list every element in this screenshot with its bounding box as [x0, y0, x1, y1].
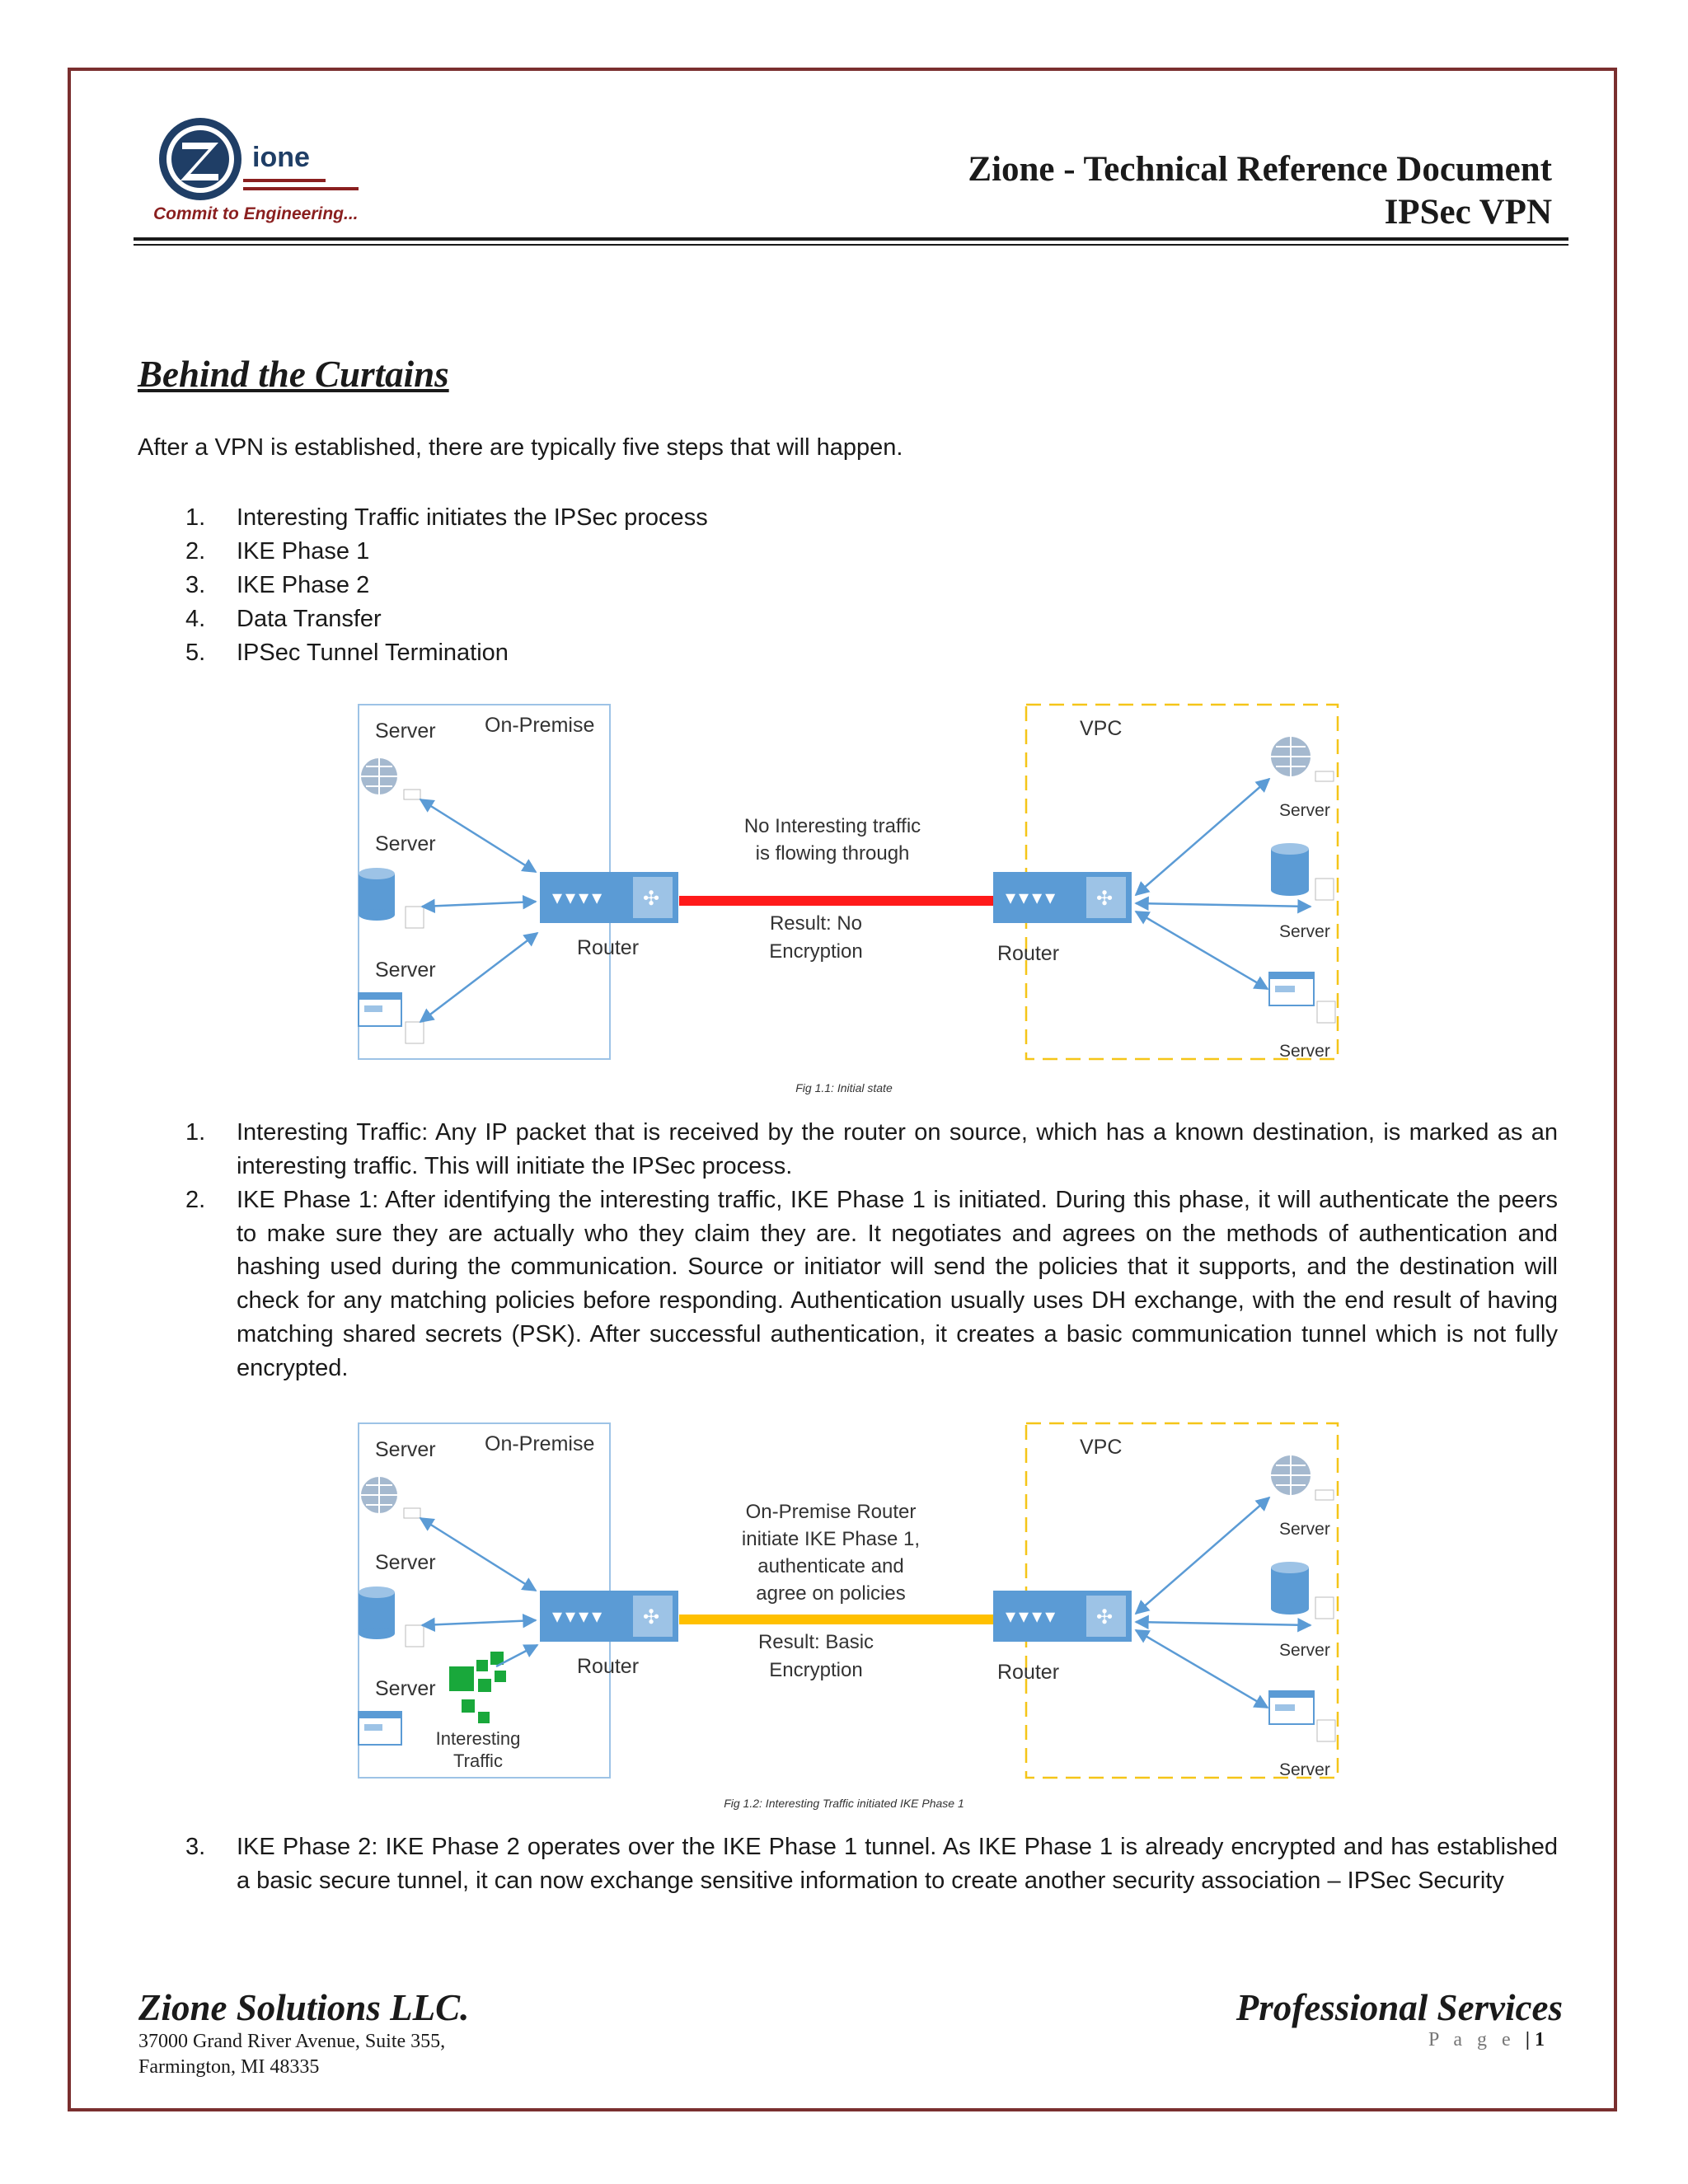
intro-paragraph: After a VPN is established, there are typically five steps that will happen. — [138, 434, 903, 461]
server-label: Server — [375, 958, 436, 982]
figure-caption: Fig 1.1: Initial state — [795, 1081, 893, 1094]
list-item — [185, 602, 708, 636]
list-text: IKE Phase 2 — [237, 572, 370, 598]
result-label: Encryption — [769, 940, 863, 963]
server-label: Server — [1279, 1520, 1330, 1539]
footer-right-block — [1236, 1986, 1563, 2051]
server-label: Server — [375, 832, 436, 855]
status-message: agree on policies — [756, 1582, 906, 1605]
footer-services-title: Professional Services — [1236, 1987, 1563, 2028]
list-item — [185, 569, 708, 602]
company-name: Zione Solutions LLC. — [138, 1987, 470, 2028]
vpc-label: VPC — [1080, 717, 1123, 740]
status-message: On-Premise Router — [745, 1501, 917, 1523]
address-line: 37000 Grand River Avenue, Suite 355, — [138, 2031, 446, 2052]
svg-text:✣: ✣ — [1096, 888, 1114, 910]
web-server-icon — [359, 1712, 401, 1745]
logo-tagline: Commit to Engineering... — [153, 204, 359, 223]
address-line: Farmington, MI 48335 — [138, 2056, 320, 2078]
router-icon — [540, 1591, 678, 1642]
status-message: initiate IKE Phase 1, — [741, 1528, 921, 1550]
status-message: authenticate and — [757, 1555, 904, 1577]
server-label: Server — [375, 1551, 436, 1574]
page-label: P a g e — [1428, 2029, 1516, 2050]
server-label: Server — [375, 719, 436, 743]
svg-text:▾▾▾▾: ▾▾▾▾ — [1006, 1605, 1059, 1628]
router-icon — [540, 872, 678, 923]
router-icon — [993, 1591, 1132, 1642]
list-text: IPSec Tunnel Termination — [237, 640, 509, 666]
svg-text:✣: ✣ — [643, 1606, 660, 1629]
server-label: Server — [1279, 1042, 1330, 1061]
svg-text:▾▾▾▾: ▾▾▾▾ — [552, 1605, 606, 1628]
list-number: 2. — [185, 1187, 206, 1213]
router-label: Router — [577, 936, 640, 959]
figure-ike-phase-1 — [354, 1419, 1368, 1798]
server-label: Server — [1279, 1641, 1330, 1660]
router-label: Router — [577, 1655, 640, 1678]
list-number: 5. — [185, 640, 206, 666]
list-number: 3. — [185, 1834, 206, 1860]
list-number: 1. — [185, 504, 206, 531]
list-item — [185, 501, 708, 535]
header-rule-thin — [134, 244, 1568, 246]
page-indicator — [1236, 2029, 1545, 2051]
detail-item — [185, 1116, 1558, 1183]
list-text: Data Transfer — [237, 606, 382, 632]
steps-list — [185, 501, 708, 670]
section-title: Behind the Curtains — [138, 354, 449, 395]
router-label: Router — [997, 1661, 1060, 1684]
server-label: Server — [375, 1677, 436, 1700]
list-text: Interesting Traffic initiates the IPSec process — [237, 504, 708, 531]
server-label: Server — [1279, 922, 1330, 941]
result-label: Encryption — [769, 1659, 863, 1681]
router-label: Router — [997, 942, 1060, 965]
detail-text: Interesting Traffic: Any IP packet that is received by the router on source, which has a known destination, is marked as an interesting traffic. This will initiate the IPSec process. — [237, 1119, 1558, 1179]
router-icon — [993, 872, 1132, 923]
server-label: Server — [1279, 1760, 1330, 1779]
list-number: 1. — [185, 1119, 206, 1146]
detail-item — [185, 1183, 1558, 1385]
vpc-label: VPC — [1080, 1436, 1123, 1459]
figure-caption: Fig 1.2: Interesting Traffic initiated IKE Phase 1 — [724, 1797, 964, 1810]
onprem-label: On-Premise — [485, 714, 595, 737]
result-label: Result: Basic — [757, 1631, 874, 1653]
footer-company-block — [138, 1986, 469, 2080]
header-rule — [134, 237, 1568, 241]
list-number: 3. — [185, 572, 206, 598]
svg-text:✣: ✣ — [643, 888, 660, 910]
list-text: IKE Phase 1 — [237, 538, 370, 565]
traffic-label: Traffic — [453, 1750, 503, 1771]
svg-text:✣: ✣ — [1096, 1606, 1114, 1629]
logo-wordmark: ione — [252, 142, 310, 173]
onprem-label: On-Premise — [485, 1432, 595, 1455]
list-item — [185, 535, 708, 569]
server-label: Server — [1279, 801, 1330, 820]
figure-initial-state — [354, 701, 1368, 1080]
svg-text:▾▾▾▾: ▾▾▾▾ — [552, 887, 606, 909]
detail-item — [185, 1830, 1558, 1897]
result-label: Result: No — [769, 912, 863, 935]
list-number: 4. — [185, 606, 206, 632]
list-number: 2. — [185, 538, 206, 565]
document-title: Zione - Technical Reference Document — [968, 150, 1552, 189]
list-item — [185, 636, 708, 670]
status-message: is flowing through — [755, 842, 910, 865]
detail-text: IKE Phase 2: IKE Phase 2 operates over the IKE Phase 1 tunnel. As IKE Phase 1 is already encrypted and has established a basic secure tunnel, it can now exchange sensitive information to create another security association – IPSec Security — [237, 1834, 1558, 1894]
detail-text: IKE Phase 1: After identifying the interesting traffic, IKE Phase 1 is initiated. During this phase, it will authenticate the peers to make sure they are actually who they claim they are. It negotiates and agrees on the methods of authentication and hashing used during the communication. Source or initiator will send the policies that it supports, and the destination will check for any matching policies before responding. Authentication usually uses DH exchange, with the end result of having matching shared secrets (PSK). After successful authentication, it creates a basic communication tunnel which is not fully encrypted. — [237, 1187, 1558, 1381]
document-header — [968, 148, 1552, 234]
document-subtitle: IPSec VPN — [1384, 193, 1552, 232]
status-message: No Interesting traffic — [743, 815, 921, 837]
page-number: | 1 — [1525, 2029, 1545, 2050]
server-label: Server — [375, 1438, 436, 1461]
traffic-label: Interesting — [435, 1728, 521, 1749]
svg-text:▾▾▾▾: ▾▾▾▾ — [1006, 887, 1059, 909]
